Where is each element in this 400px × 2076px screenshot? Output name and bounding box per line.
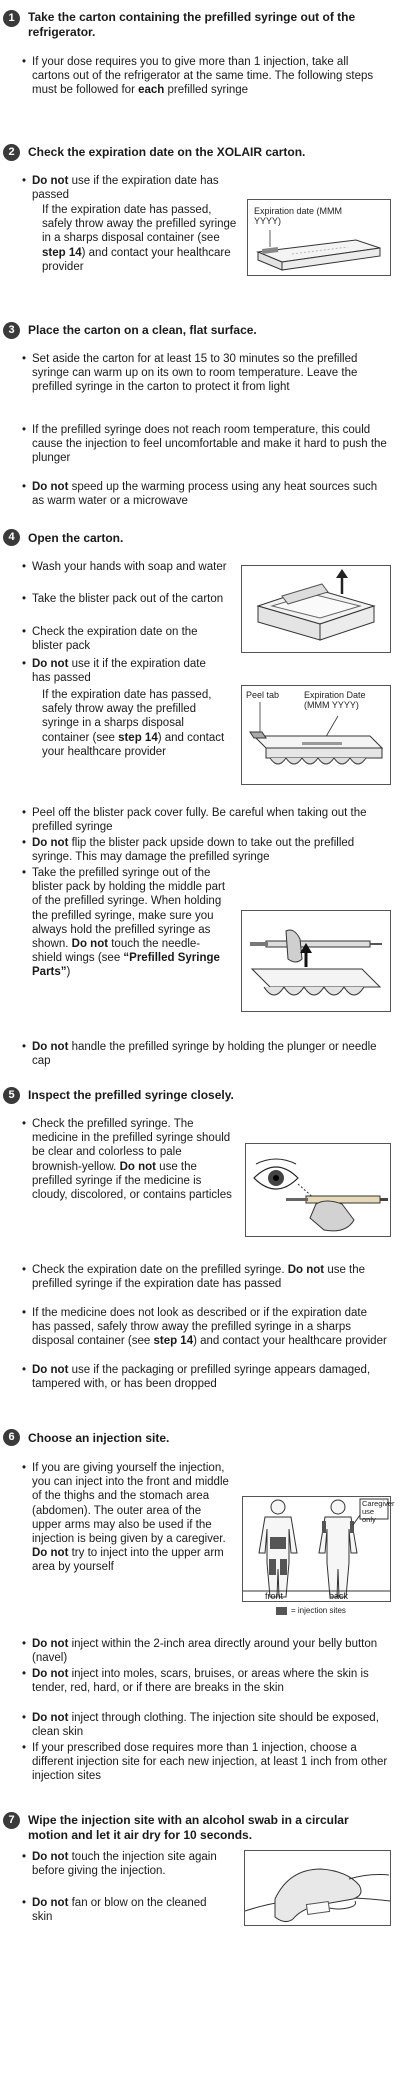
bullet: • Do not inject within the 2-inch area directly around your belly button (navel) <box>32 1637 388 1665</box>
step-number-badge: 6 <box>3 1429 20 1446</box>
syringe-removal-image <box>242 911 390 1011</box>
bullet: • Set aside the carton for at least 15 to 30 minutes so the prefilled syringe can warm up on its own to room temperature. Leave the prefilled syringe in the carton to protect it from light <box>32 352 388 395</box>
swab-hand-image <box>245 1851 390 1925</box>
step-number-badge: 4 <box>3 529 20 546</box>
carton-illustration <box>247 199 391 276</box>
bullet: • Peel off the blister pack cover fully. Be careful when taking out the prefilled syringe <box>32 806 388 834</box>
legend-swatch <box>276 1607 287 1615</box>
legend-label: = injection sites <box>291 1606 346 1615</box>
open-carton-illustration <box>241 565 391 653</box>
bullet: • Take the prefilled syringe out of the blister pack by holding the middle part of the prefilled syringe. When holding the prefilled syringe, make sure you always hold the prefilled syringe as shown. Do not touch the needle-shield wings (see “Prefilled Syringe Parts”) <box>32 866 227 980</box>
step-title: Choose an injection site. <box>28 1431 170 1445</box>
bullet: • Check the prefilled syringe. The medicine in the prefilled syringe should be clear and colorless to pale brownish-yellow. Do not use the prefilled syringe if the medicine is cloudy, discolored, or contains particles <box>32 1117 232 1202</box>
bullet: • Do not touch the injection site again before giving the injection. <box>32 1850 230 1878</box>
step-title: Wipe the injection site with an alcohol swab in a circular motion and let it air dry for 10 seconds. <box>28 1813 349 1842</box>
step-number-badge: 5 <box>3 1087 20 1104</box>
bullet: • Check the expiration date on the blister pack <box>32 625 227 653</box>
carton-open-image <box>242 566 390 652</box>
bullet: • Check the expiration date on the prefilled syringe. Do not use the prefilled syringe if the expiration date has passed <box>32 1263 388 1291</box>
bullet-continuation: If the expiration date has passed, safely throw away the prefilled syringe in a sharps disposal container (see step 14) and contact your healthcare provider <box>42 204 237 273</box>
bullet: • Do not handle the prefilled syringe by holding the plunger or needle cap <box>32 1040 388 1068</box>
blister-expiration-label: Expiration Date (MMM YYYY) <box>304 690 366 710</box>
bullet: • If your prescribed dose requires more than 1 injection, choose a different injection site for each new injection, at least 1 inch from other injection sites <box>32 1741 388 1784</box>
bullet: • Do not fan or blow on the cleaned skin <box>32 1896 230 1924</box>
bullet: • Do not use if the packaging or prefilled syringe appears damaged, tampered with, or has been dropped <box>32 1363 388 1391</box>
step-number-badge: 7 <box>3 1812 20 1829</box>
step-title: Inspect the prefilled syringe closely. <box>28 1088 234 1102</box>
step-title: Check the expiration date on the XOLAIR carton. <box>28 145 306 159</box>
bullet: • Do not use if the expiration date has passed <box>32 174 232 202</box>
bullet: • Do not inject through clothing. The injection site should be exposed, clean skin <box>32 1711 388 1739</box>
back-label: back <box>329 1591 349 1601</box>
bullet: • If you are giving yourself the injection, you can inject into the front and middle of the thighs and the stomach area (abdomen). The outer area of the upper arms may also be used if the injection is being given by a caregiver. Do not try to inject into the upper arm area by yourself <box>32 1461 230 1575</box>
injection-sites-diagram <box>242 1496 395 1602</box>
step-number-badge: 3 <box>3 322 20 339</box>
step-title: Place the carton on a clean, flat surface. <box>28 323 257 337</box>
step-number-badge: 2 <box>3 144 20 161</box>
step-title: Take the carton containing the prefilled syringe out of the refrigerator. <box>28 10 356 39</box>
back-body <box>319 1500 357 1597</box>
bullet-continuation: If the expiration date has passed, safely throw away the prefilled syringe in a sharps disposal container (see step 14) and contact your healthcare provider <box>42 689 225 758</box>
bullet: • Do not use it if the expiration date has passed <box>32 657 227 685</box>
front-label: front <box>265 1591 284 1601</box>
bullet: • Do not flip the blister pack upside down to take out the prefilled syringe. This may damage the prefilled syringe <box>32 836 388 864</box>
blister-pack-illustration <box>241 685 391 785</box>
caregiver-label: Caregiver use only <box>362 1499 395 1524</box>
step-title: Open the carton. <box>28 531 124 545</box>
syringe-removal-illustration <box>241 910 391 1012</box>
step-number-badge: 1 <box>3 10 20 27</box>
bullet: • If the prefilled syringe does not reach room temperature, this could cause the injection to feel uncomfortable and make it hard to push the plunger <box>32 423 388 466</box>
peel-tab-label: Peel tab <box>246 690 280 700</box>
bullet: • Wash your hands with soap and water <box>32 560 227 574</box>
front-body <box>259 1500 297 1597</box>
bullet: • Do not speed up the warming process using any heat sources such as warm water or a microwave <box>32 480 388 508</box>
alcohol-swab-illustration <box>244 1850 391 1926</box>
bullet: • If your dose requires you to give more than 1 injection, take all cartons out of the refrigerator at the same time. The following steps must be followed for each prefilled syringe <box>32 55 388 98</box>
eye-syringe-image <box>246 1144 390 1236</box>
inspect-syringe-illustration <box>245 1143 391 1237</box>
expiration-date-label: Expiration date (MMM YYYY) <box>254 206 343 226</box>
bullet: • If the medicine does not look as described or if the expiration date has passed, safely throw away the prefilled syringe in a sharps disposal container (see step 14) and contact your healthcare provider <box>32 1306 388 1349</box>
bullet: • Do not inject into moles, scars, bruises, or areas where the skin is tender, red, hard, or if there are breaks in the skin <box>32 1667 388 1695</box>
bullet: • Take the blister pack out of the carton <box>32 592 227 606</box>
